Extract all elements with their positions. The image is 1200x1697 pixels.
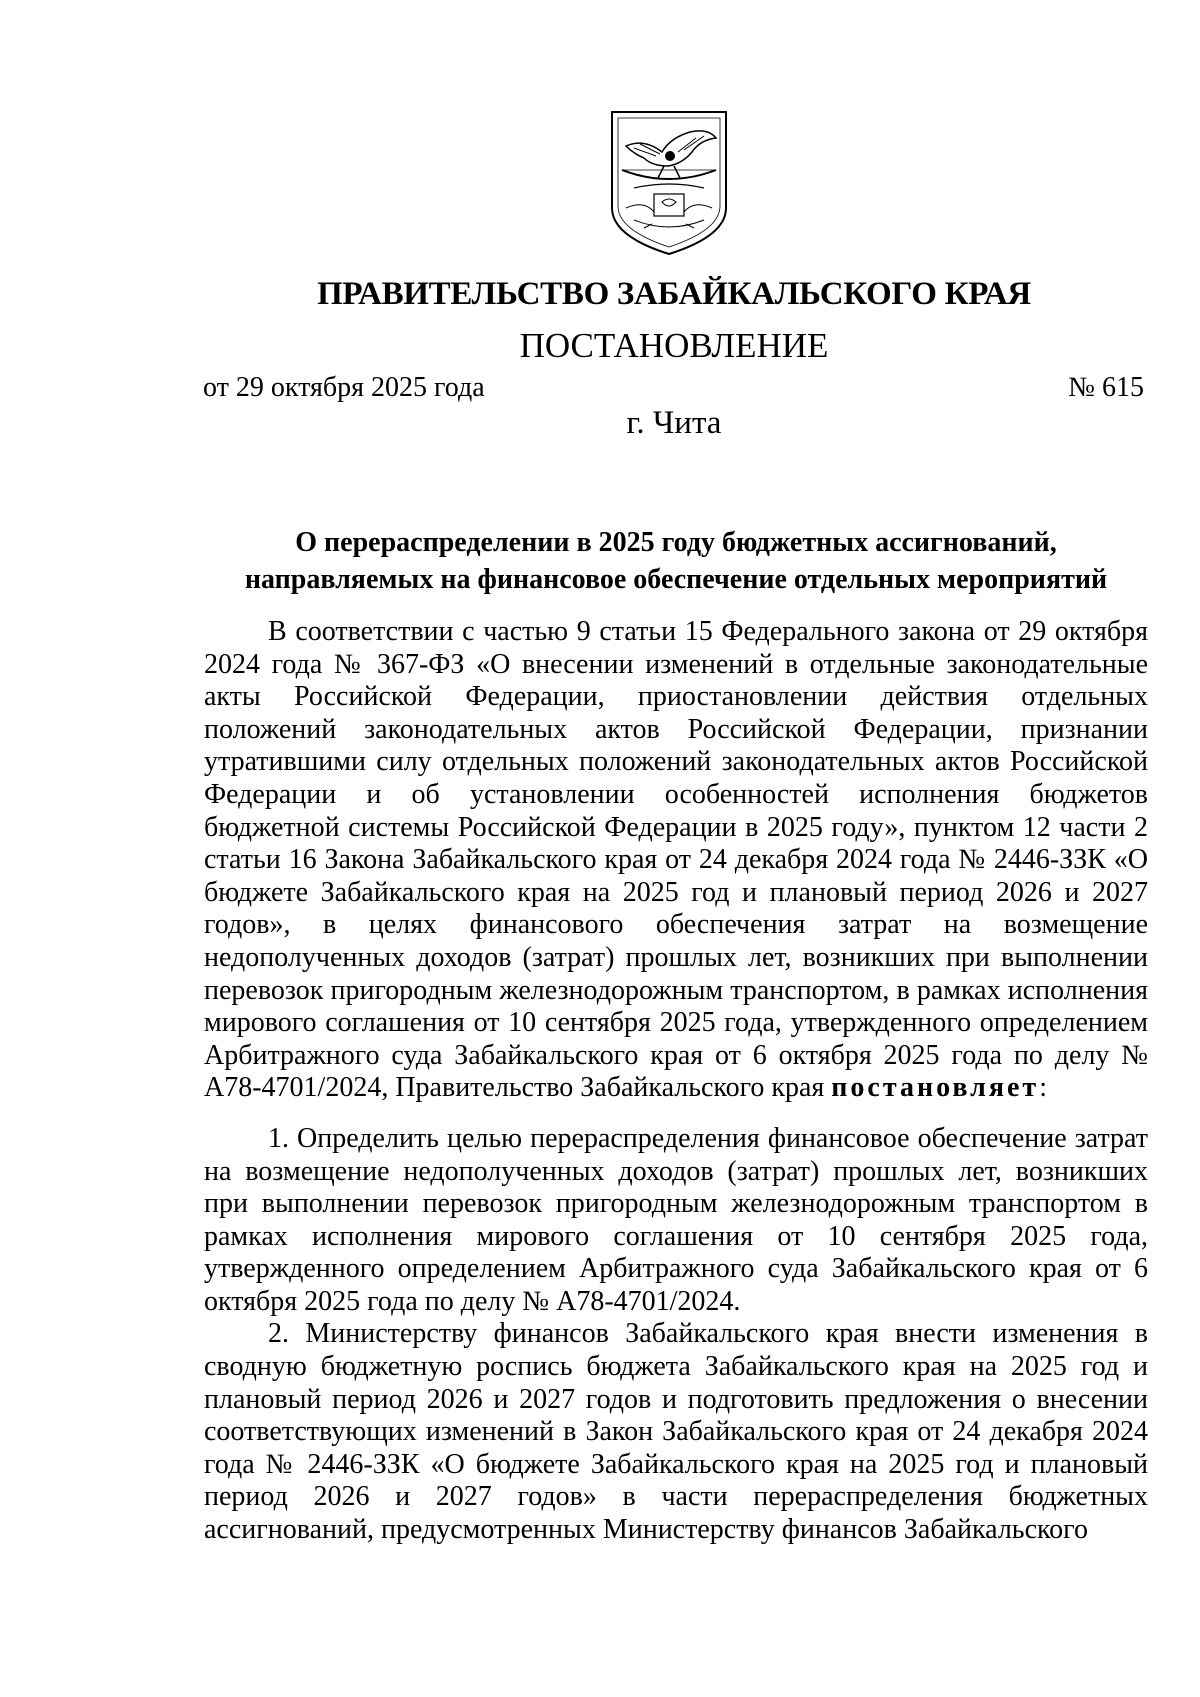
item-1 <box>204 1123 1148 1319</box>
preamble-text: В соответствии с частью 9 статьи 15 Федерального закона от 29 октября 2024 года № 367-ФЗ «О внесении изменений в отдельные законодательные акты Российской Федерации, приостановлении действия отдельных положений законодательных актов Российской Федерации, признании утратившими силу отдельных положений законодательных актов Российской Федерации и об установлении особенностей исполнения бюджетов бюджетной системы Российской Федерации в 2025 году», пунктом 12 части 2 статьи 16 Закона Забайкальского края от 24 декабря 2024 года № 2446-ЗЗК «О бюджете Забайкальского края на 2025 год и плановый период 2026 и 2027 годов», в целях финансового обеспечения затрат на возмещение недополученных доходов (затрат) прошлых лет, возникших при выполнении перевозок пригородным железнодорожным транспортом, в рамках исполнения мирового соглашения от 10 сентября 2025 года, утвержденного определением Арбитражного суда Забайкальского края от 6 октября 2025 года по делу № А78-4701/2024, Правительство Забайкальского края <box>204 616 1148 1104</box>
document-date: от 29 октября 2025 года <box>203 372 485 403</box>
item-2-text: Министерству финансов Забайкальского края внести изменения в сводную бюджетную роспись бюджета Забайкальского края на 2025 год и плановый период 2026 и 2027 годов и подготовить предложения о внесении соответствующих изменений в Закон Забайкальского края от 24 декабря 2024 года № 2446-ЗЗК «О бюджете Забайкальского края на 2025 год и плановый период 2026 и 2027 годов» в части перераспределения бюджетных ассигнований, предусмотренных Министерству финансов Забайкальского <box>204 1318 1149 1546</box>
item-2 <box>204 1318 1148 1546</box>
government-name: ПРАВИТЕЛЬСТВО ЗАБАЙКАЛЬСКОГО КРАЯ <box>317 276 1031 312</box>
item-1-text: Определить целью перераспределения финансовое обеспечение затрат на возмещение недополученных доходов (затрат) прошлых лет, возникших при выполнении перевозок пригородным железнодорожным транспортом в рамках исполнения мирового соглашения от 10 сентября 2025 года, утвержденного определением Арбитражного суда Забайкальского края от 6 октября 2025 года по делу № А78-4701/2024. <box>204 1122 1148 1317</box>
resolves-word: постановляет <box>831 1072 1040 1104</box>
title-line-1: О перераспределении в 2025 году бюджетных ассигнований, <box>295 527 1057 558</box>
document-type: ПОСТАНОВЛЕНИЕ <box>519 326 829 365</box>
resolves-colon: : <box>1039 1072 1047 1104</box>
item-2-number: 2. <box>268 1318 289 1350</box>
preamble-paragraph <box>204 616 1148 1105</box>
city: г. Чита <box>626 405 722 441</box>
item-1-number: 1. <box>268 1122 289 1154</box>
coat-of-arms-emblem <box>604 108 734 258</box>
document-body <box>204 616 1148 1547</box>
document-title <box>204 524 1148 598</box>
document-number: № 615 <box>1068 372 1144 403</box>
title-line-2: направляемых на финансовое обеспечение отдельных мероприятий <box>244 564 1108 595</box>
